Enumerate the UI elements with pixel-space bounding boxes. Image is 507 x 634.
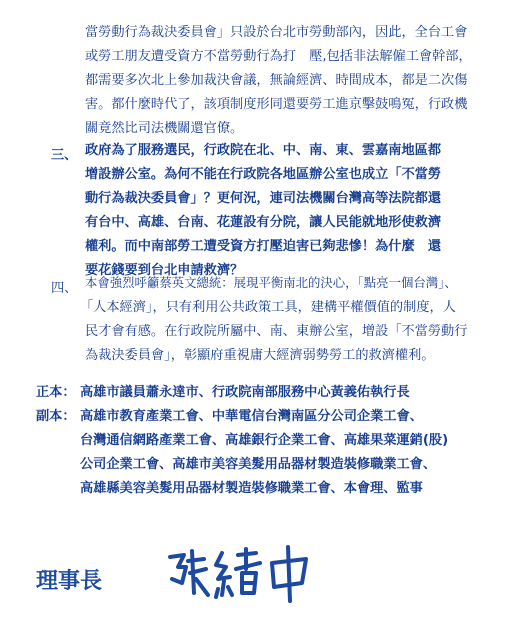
text-line: 有台中、高雄、台南、花蓮設有分院，讓人民能就地形使救濟	[85, 215, 442, 230]
copy-recipient-line: 公司企業工會、高雄市美容美髮用品器材製造裝修職業工會、	[80, 457, 437, 472]
text-line: 要花錢要到台北申請救濟？	[85, 263, 244, 278]
text-line: 本會強烈呼籲蔡英文總統：展現平衡南北的決心，「點亮一個台灣」、	[85, 275, 457, 290]
copy-recipient-line: 高雄縣美容美髮用品器材製造裝修職業工會、本會理、監事	[80, 481, 423, 496]
text-line: 政府為了服務選民，行政院在北、中、南、東、雲嘉南地區都	[85, 143, 442, 158]
text-line: 權利。而中南部勞工遭受資方打壓迫害已夠悲慘！為什麼 還	[85, 239, 442, 254]
text-line: 關竟然比司法機關還官僚。	[85, 121, 244, 136]
copy-recipient-label: 副本：	[36, 409, 76, 424]
copy-recipient-line: 台灣通信網路產業工會、高雄銀行企業工會、高雄果菜運銷(股)	[80, 433, 449, 448]
item-number: 四、	[51, 281, 78, 296]
text-line: 害。都什麼時代了，該項制度形同還要勞工進京擊鼓鳴冤，行政機	[85, 97, 468, 112]
text-line: 為裁決委員會」，彰顯府重視庸大經濟弱勢勞工的救濟權利。	[85, 348, 435, 363]
text-line: 都需要多次北上參加裁決會議，無論經濟、時間成本，都是二次傷	[85, 73, 468, 88]
text-line: 動行為裁決委員會」？更何況，連司法機關台灣高等法院都還	[85, 191, 442, 206]
text-line: 「人本經濟」，只有利用公共政策工具，建構平權價值的制度，人	[80, 300, 456, 315]
copy-recipient-line: 高雄市教育產業工會、中華電信台灣南區分公司企業工會、	[80, 409, 423, 424]
text-line: 增設辦公室。為何不能在行政院各地區辦公室也成立「不當勞	[85, 167, 442, 182]
main-recipient-label: 正本：	[36, 385, 76, 400]
text-line: 民才會有感。在行政院所屬中、南、東辦公室，增設「不當勞動行	[85, 324, 468, 339]
signatory-title: 理事長	[36, 569, 103, 594]
text-line: 或勞工朋友遭受資方不當勞動行為打 壓,包括非法解僱工會幹部，	[85, 49, 472, 64]
handwritten-signature	[164, 545, 314, 603]
text-line: 當勞動行為裁決委員會」只設於台北市勞動部內，因此，全台工會	[85, 25, 468, 40]
item-number: 三、	[51, 148, 78, 163]
main-recipient-value: 高雄市議員蕭永達市、行政院南部服務中心黃義佑執行長	[80, 385, 410, 400]
